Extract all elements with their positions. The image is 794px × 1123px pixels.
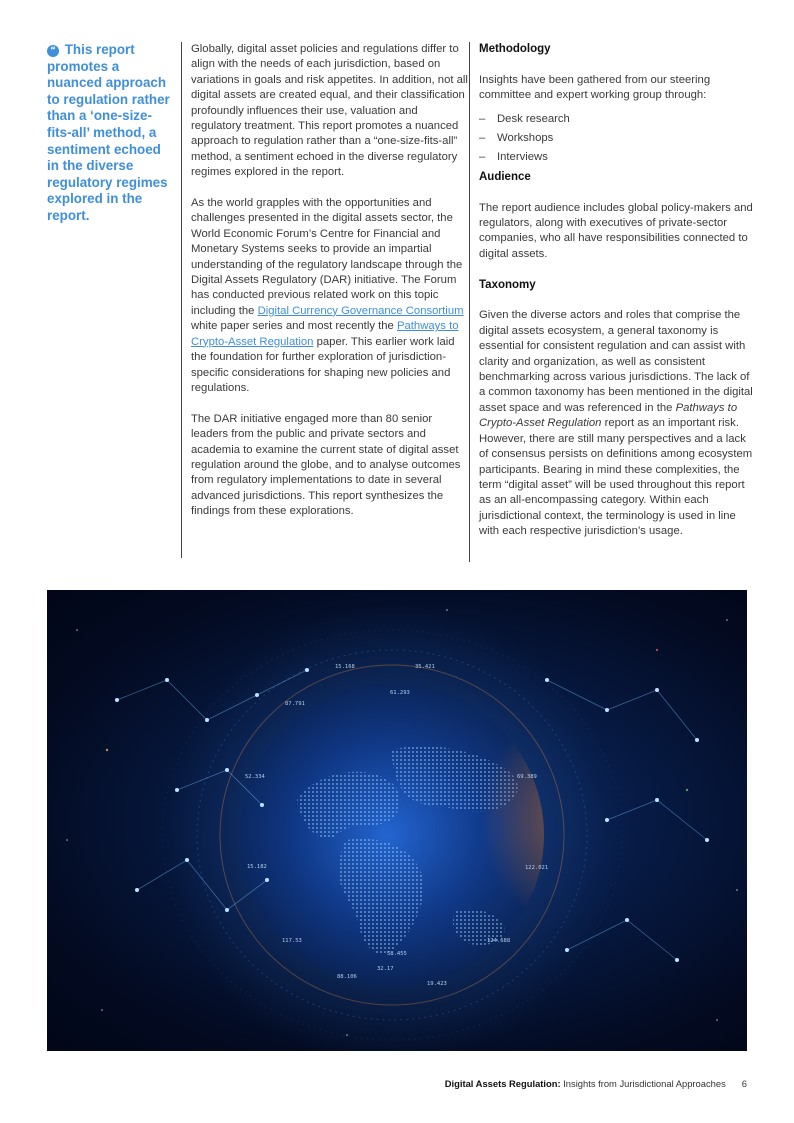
- audience-text: The report audience includes global policy-makers and regulators, along with executives of private-sector companies, who all have responsibilities connected to digital assets.: [479, 201, 753, 260]
- right-column: [469, 42, 757, 562]
- audience-heading: Audience: [479, 170, 531, 183]
- page-footer: [445, 1078, 747, 1089]
- data-label: 69.389: [517, 774, 537, 780]
- pull-quote: [47, 42, 171, 225]
- forum-text-a: As the world grapples with the opportunities and challenges presented in the digital assets sector, the World Economic Forum’s Centre for Financial and Monetary Systems seeks to provide an impartial understanding of the regulatory landscape through the Digital Assets Regulatory (DAR) initiative. The Forum has conducted previous related work on this topic including the: [191, 197, 463, 317]
- data-label: 124.688: [487, 938, 511, 944]
- list-item: – Interviews: [479, 151, 548, 164]
- data-label: 117.53: [282, 938, 302, 944]
- page-number: 6: [741, 1078, 747, 1089]
- footer-title-rest: Insights from Jurisdictional Approaches: [560, 1078, 726, 1089]
- data-label: 122.021: [525, 865, 549, 871]
- data-label: 52.334: [245, 774, 265, 780]
- data-label: 19.423: [427, 981, 447, 987]
- list-item: – Desk research: [479, 112, 570, 125]
- forum-text-c: paper. This earlier work laid the foundation for further exploration of jurisdiction-specific considerations for shaping new policies and regulations.: [191, 335, 455, 394]
- intro-paragraph: Globally, digital asset policies and regulations differ to align with the needs of each jurisdiction, based on variations in goals and risk appetites. In addition, not all digital assets are created equal, and their classification profoundly influences their use, valuation and regulatory treatment. This report promotes a nuanced approach to regulation rather than a “one-size-fits-all” method, a sentiment echoed in the diverse regulatory regimes explored in the report.: [191, 43, 468, 179]
- dar-paragraph: The DAR initiative engaged more than 80 senior leaders from the public and private sectors and academia to examine the current state of digital asset regulation around the globe, and to analyse outcomes from regulatory implementations to date in several advanced jurisdictions. This report synthesizes the findings from these explorations.: [191, 412, 461, 518]
- data-label: 61.293: [390, 690, 410, 696]
- footer-title-bold: Digital Assets Regulation:: [444, 1078, 561, 1089]
- forum-text-b: white paper series and most recently the: [191, 320, 397, 333]
- data-label: 88.106: [337, 974, 357, 980]
- taxonomy-text-b: report as an important risk. However, there are still many perspectives and a lack of consensus persists on definitions among ecosystem participants. Bearing in mind these complexities, the term “digital asset” will be used throughout this report as an all-encompassing category. Within each jurisdictional context, the terminology is used in line with each respective jurisdiction’s usage.: [479, 417, 753, 538]
- taxonomy-heading: Taxonomy: [479, 278, 536, 291]
- data-label: 58.455: [387, 951, 407, 957]
- data-label: 87.791: [285, 701, 305, 707]
- pull-quote-text: This report promotes a nuanced approach to regulation rather than a ‘one-size-fits-all’ method, a sentiment echoed in the diverse regulatory regimes explored in the report.: [47, 42, 170, 223]
- globe-image: [47, 590, 747, 1051]
- middle-column: [181, 42, 468, 558]
- taxonomy-text-a: Given the diverse actors and roles that comprise the digital assets ecosystem, a general taxonomy is essential for consistent regulation and can assist with clarity and organization, as well as consistent benchmarking across various jurisdictions. The lack of a common taxonomy has been mentioned in the digital asset space and was referenced in the: [479, 309, 753, 414]
- link-digital-currency-governance-consortium[interactable]: Digital Currency Governance Consortium: [257, 304, 464, 317]
- methodology-heading: Methodology: [479, 43, 551, 55]
- quote-icon: “: [47, 45, 59, 57]
- data-label: 32.17: [377, 966, 394, 972]
- data-label: 15.182: [247, 864, 267, 870]
- list-item: – Workshops: [479, 132, 554, 145]
- methods-list: [479, 112, 757, 166]
- forum-paragraph: [191, 196, 468, 396]
- link-pathways-to-crypto-asset-regulation[interactable]: Pathways to Crypto-Asset Regulation: [191, 320, 459, 348]
- taxonomy-italic-title: Pathways to Crypto-Asset Regulation: [479, 401, 738, 430]
- data-label: 35.421: [415, 664, 435, 670]
- methodology-text: Insights have been gathered from our steering committee and expert working group through:: [479, 73, 711, 102]
- taxonomy-text: [479, 308, 757, 539]
- data-label: 15.168: [335, 664, 355, 670]
- digital-globe-illustration: [47, 590, 747, 1051]
